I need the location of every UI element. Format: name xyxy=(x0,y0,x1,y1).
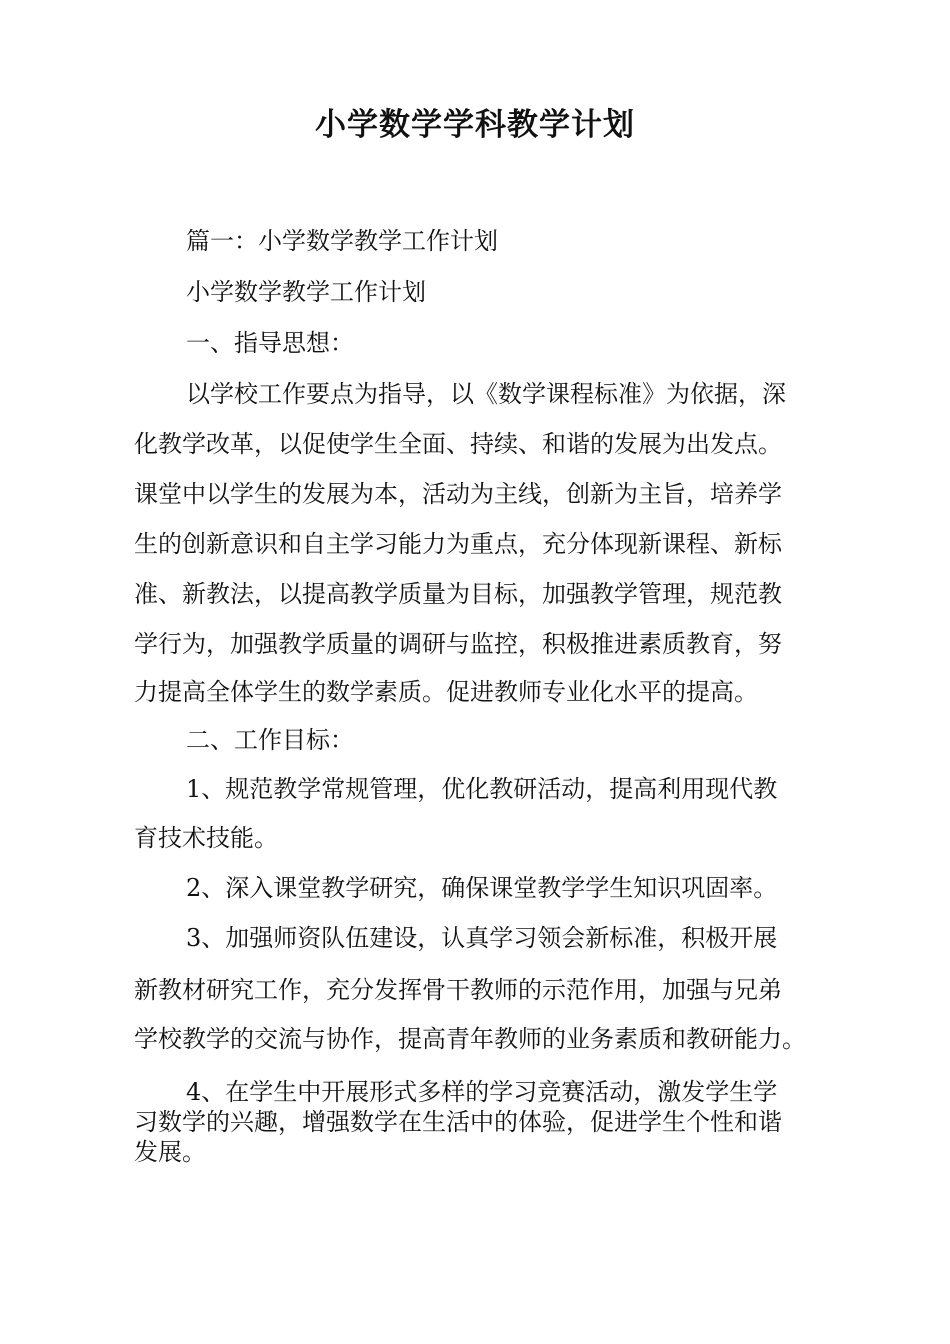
paragraph-line: 学行为，加强教学质量的调研与监控，积极推进素质教育，努 xyxy=(134,630,782,658)
section-heading: 二、工作目标： xyxy=(186,726,354,754)
paragraph-line: 2、深入课堂教学研究，确保课堂教学学生知识巩固率。 xyxy=(186,874,778,902)
paragraph-line: 生的创新意识和自主学习能力为重点，充分体现新课程、新标 xyxy=(134,530,782,558)
paragraph-line: 育技术技能。 xyxy=(134,824,278,852)
paragraph-line: 习数学的兴趣，增强数学在生活中的体验，促进学生个性和谐 xyxy=(134,1108,782,1136)
subtitle: 小学数学教学工作计划 xyxy=(186,278,426,306)
paragraph-line: 新教材研究工作，充分发挥骨干教师的示范作用，加强与兄弟 xyxy=(134,976,782,1004)
document-title: 小学数学学科教学计划 xyxy=(315,107,635,143)
paragraph-line: 课堂中以学生的发展为本，活动为主线，创新为主旨，培养学 xyxy=(134,480,782,508)
paragraph-line: 发展。 xyxy=(134,1138,206,1166)
paragraph-line: 3、加强师资队伍建设，认真学习领会新标准，积极开展 xyxy=(186,924,778,952)
paragraph-line: 学校教学的交流与协作，提高青年教师的业务素质和教研能力。 xyxy=(134,1025,806,1053)
section-heading: 一、指导思想： xyxy=(186,329,354,357)
paragraph-line: 4、在学生中开展形式多样的学习竞赛活动，激发学生学 xyxy=(186,1078,778,1106)
paragraph-line: 化教学改革，以促使学生全面、持续、和谐的发展为出发点。 xyxy=(134,430,782,458)
paragraph-line: 准、新教法，以提高教学质量为目标，加强教学管理，规范教 xyxy=(134,580,782,608)
paragraph-line: 1、规范教学常规管理，优化教研活动，提高利用现代教 xyxy=(186,775,778,803)
section-heading: 篇一：小学数学教学工作计划 xyxy=(186,227,498,255)
paragraph-line: 以学校工作要点为指导，以《数学课程标准》为依据，深 xyxy=(186,380,786,408)
paragraph-line: 力提高全体学生的数学素质。促进教师专业化水平的提高。 xyxy=(134,678,758,706)
